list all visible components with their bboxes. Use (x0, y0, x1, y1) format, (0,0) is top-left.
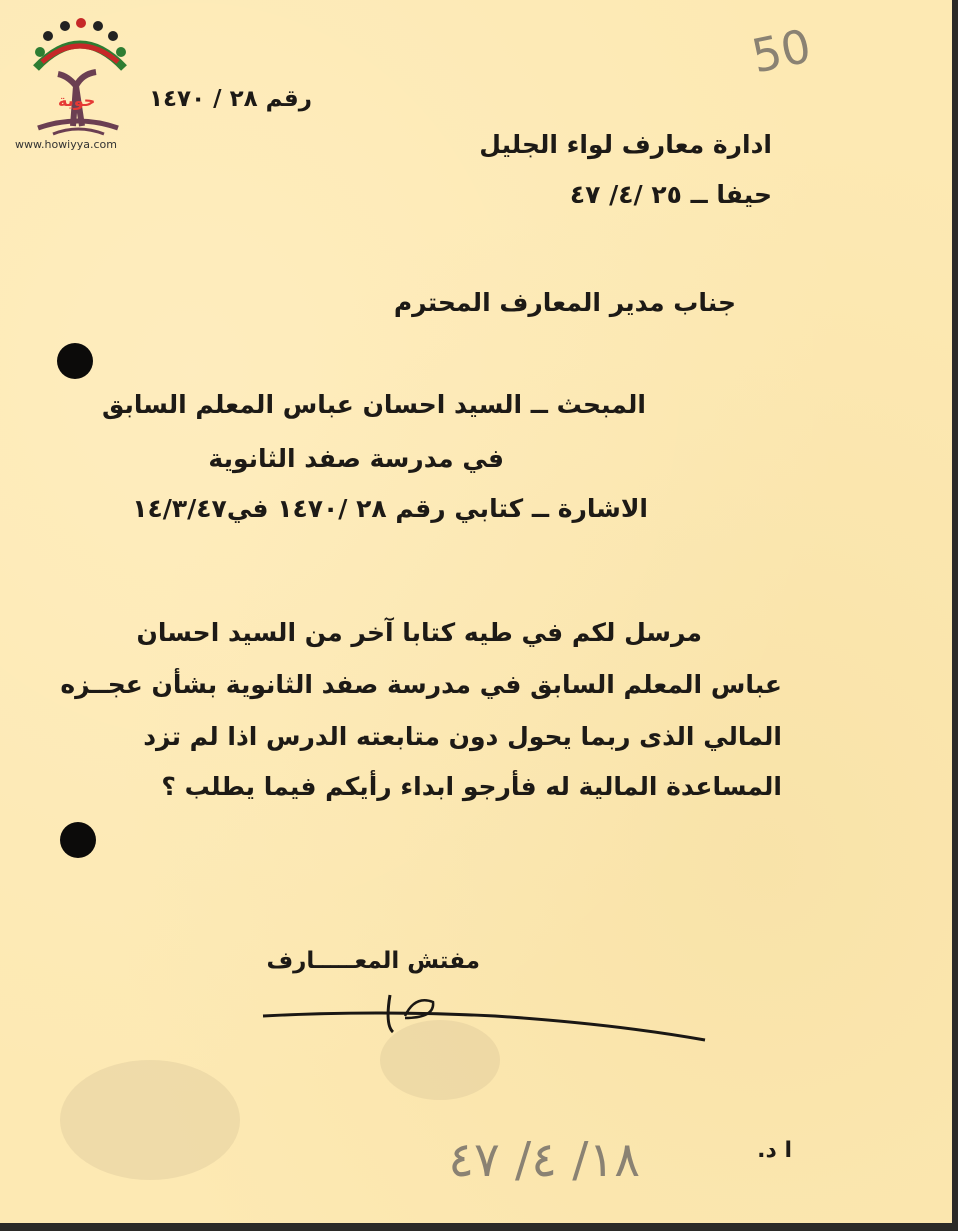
punch-hole (57, 343, 93, 379)
howiyya-logo (18, 16, 138, 156)
scan-edge (0, 1223, 958, 1231)
scan-edge (952, 0, 958, 1231)
typist-initials: ا د. (757, 1138, 792, 1163)
body-line: عباس المعلم السابق في مدرسة صفد الثانوية بشأن عجــزه (60, 670, 782, 699)
body-line: المساعدة المالية له فأرجو ابداء رأيكم فيما يطلب ؟ (161, 772, 782, 801)
body-line: المالي الذى ربما يحول دون متابعته الدرس اذا لم تزد (143, 722, 782, 751)
body-line: مرسل لكم في طيه كتابا آخر من السيد احسان (136, 618, 702, 647)
subject-line: في مدرسة صفد الثانوية (208, 444, 504, 473)
logo-text: حوية (58, 91, 96, 110)
salutation: جناب مدير المعارف المحترم (393, 288, 736, 317)
place-date: حيفا ــ ٢٥ /٤/ ٤٧ (569, 180, 772, 209)
watermark-url[interactable]: www.howiyya.com (15, 138, 117, 151)
handwritten-signature (255, 980, 715, 1050)
pencil-date: ١٨/ ٤/ ٤٧ (448, 1132, 640, 1188)
signature-title: مفتش المعـــــارف (266, 948, 480, 974)
reference-line: الاشارة ــ كتابي رقم ٢٨ /١٤٧٠ في١٤/٣/٤٧ (132, 494, 648, 523)
punch-hole (60, 822, 96, 858)
reference-number: رقم ٢٨ / ١٤٧٠ (148, 86, 312, 112)
department-name: ادارة معارف لواء الجليل (479, 130, 772, 159)
paper-stain (60, 1060, 240, 1180)
subject-line: المبحث ــ السيد احسان عباس المعلم السابق (101, 390, 646, 419)
pencil-page-number: 50 (747, 18, 816, 84)
